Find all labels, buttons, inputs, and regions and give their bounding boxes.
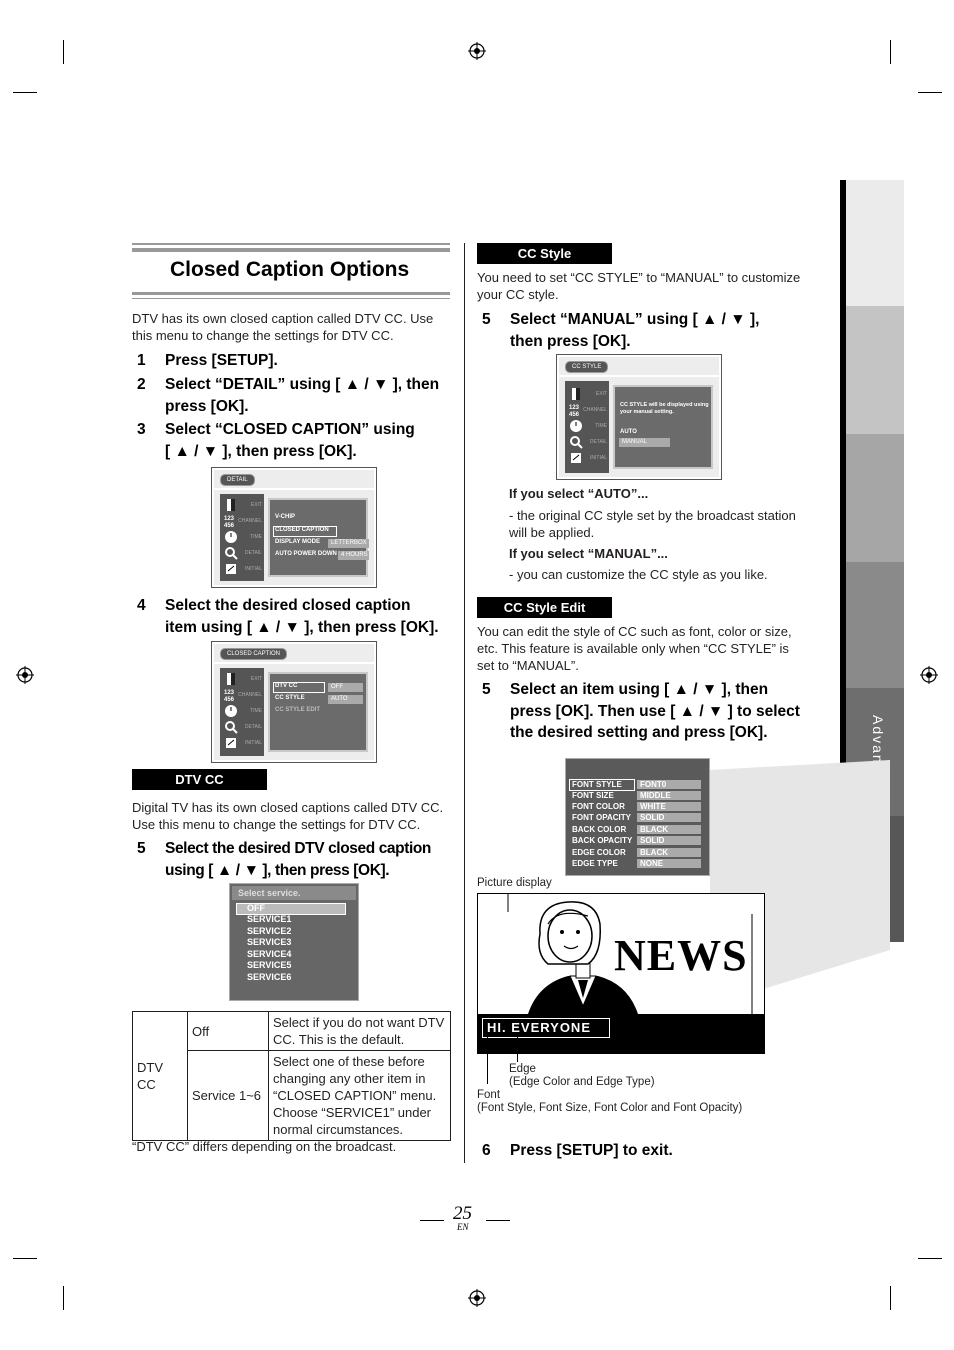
registration-mark-icon (920, 666, 938, 684)
manual-heading: If you select “MANUAL”... (509, 546, 668, 561)
news-title: NEWS (614, 931, 748, 980)
menu-value: BLACK (637, 848, 701, 857)
step-text: Select “MANUAL” using [ ▲ / ▼ ], (510, 311, 760, 328)
initial-icon (569, 451, 583, 465)
registration-mark-icon (468, 1289, 486, 1307)
menu-value: BLACK (637, 825, 701, 834)
edge-sublabel: (Edge Color and Edge Type) (509, 1076, 655, 1088)
font-label: Font (477, 1089, 501, 1101)
step-text: item using [ ▲ / ▼ ], then press [OK]. (165, 618, 439, 636)
crop-mark (918, 1258, 942, 1259)
step-3 (137, 419, 457, 463)
menu-header-pill: DETAIL (220, 474, 255, 486)
step-2 (137, 374, 457, 418)
menu-value: AUTO (328, 695, 363, 704)
page-number-rule (486, 1220, 510, 1221)
font-leader-line (487, 1036, 488, 1084)
step-number: 5 (137, 840, 146, 857)
icon-label: CHANNEL (238, 518, 262, 524)
service-item[interactable]: SERVICE4 (247, 949, 292, 959)
magnifier-icon (224, 720, 238, 734)
icon-label: INITIAL (245, 566, 262, 572)
menu-value: 4 HOURS (338, 551, 369, 560)
channel-icon (224, 514, 238, 528)
menu-body (214, 490, 374, 585)
auto-heading: If you select “AUTO”... (509, 486, 649, 501)
cc-style-text: You need to set “CC STYLE” to “MANUAL” to customize your CC style. (477, 270, 801, 302)
step-text: then press [OK]. (510, 332, 631, 350)
step-number: 5 (482, 311, 491, 328)
service-item[interactable]: SERVICE2 (247, 926, 292, 936)
cc-style-edit-text: You can edit the style of CC such as font, color or size, etc. This feature is available only when “CC STYLE” is set to “MANUAL”. (477, 624, 792, 673)
step-number: 4 (137, 597, 146, 614)
icon-label: INITIAL (590, 455, 607, 461)
menu-icon-column (220, 668, 264, 756)
caption-sample-text: HI. EVERYONE (487, 1020, 591, 1035)
menu-item[interactable]: DISPLAY MODE (275, 539, 321, 545)
table-cell-desc: Select if you do not want DTV CC. This is the default. (269, 1012, 451, 1051)
step-5-dtv-cc (137, 838, 457, 882)
menu-item[interactable]: V-CHIP (275, 514, 296, 520)
step-5-cc-style (482, 309, 802, 353)
service-item[interactable]: OFF (247, 903, 265, 913)
picture-display-label: Picture display (477, 877, 552, 889)
menu-item[interactable]: FONT SIZE (572, 791, 614, 800)
menu-item[interactable]: AUTO POWER DOWN (275, 551, 337, 557)
step-text: [ ▲ / ▼ ], then press [OK]. (165, 442, 357, 460)
menu-value: WHITE (637, 802, 701, 811)
icon-label: INITIAL (245, 740, 262, 746)
crop-mark (890, 1286, 891, 1310)
service-item[interactable]: SERVICE6 (247, 972, 292, 982)
column-divider (464, 243, 465, 1163)
menu-value: NONE (637, 859, 701, 868)
dtv-cc-text: Digital TV has its own closed captions called DTV CC. Use this menu to change the settings for DTV CC. (132, 800, 444, 832)
icon-label: TIME (250, 534, 262, 540)
menu-item[interactable]: DTV CC (275, 683, 298, 689)
svg-text:123: 123 (224, 516, 235, 522)
magnifier-icon (569, 435, 583, 449)
page-language: EN (457, 1222, 469, 1232)
side-tab (846, 562, 904, 688)
step-4 (137, 595, 457, 639)
menu-item-selected[interactable]: MANUAL (619, 438, 670, 447)
menu-header (214, 644, 374, 662)
service-item[interactable]: SERVICE1 (247, 914, 292, 924)
menu-icon-column (220, 494, 264, 581)
initial-icon (224, 736, 238, 750)
clock-icon (569, 419, 583, 433)
menu-icon-column (565, 381, 609, 473)
table-cell-option: Service 1~6 (188, 1051, 269, 1141)
table-row-header: DTV CC (133, 1012, 188, 1141)
dtv-cc-table (132, 1011, 451, 1141)
service-menu-screen (229, 883, 359, 1001)
detail-menu-screen (211, 467, 377, 588)
step-text: Select the desired DTV closed caption (165, 840, 432, 857)
step-text: press [OK]. (165, 397, 249, 415)
menu-panel (268, 672, 368, 752)
step-text: Press [SETUP] to exit. (510, 1142, 673, 1159)
edge-label: Edge (509, 1063, 536, 1075)
crop-mark (890, 40, 891, 64)
menu-header (559, 357, 719, 375)
exit-icon (224, 498, 238, 512)
service-menu-header: Select service. (232, 886, 356, 900)
channel-icon (569, 403, 583, 417)
menu-value: OFF (328, 683, 363, 692)
picture-display-frame (477, 893, 765, 1054)
menu-panel (268, 498, 368, 577)
icon-label: DETAIL (244, 724, 262, 730)
crop-mark (63, 1286, 64, 1310)
svg-text:456: 456 (224, 697, 235, 702)
crop-mark (13, 1258, 37, 1259)
registration-mark-icon (468, 42, 486, 60)
exit-icon (569, 387, 583, 401)
page-title: Closed Caption Options (170, 258, 410, 281)
step-5-cc-style-edit (482, 679, 812, 745)
table-note: “DTV CC” differs depending on the broadcast. (132, 1139, 397, 1154)
font-sublabel: (Font Style, Font Size, Font Color and Font Opacity) (477, 1102, 743, 1114)
crop-mark (918, 92, 942, 93)
menu-value: LETTERBOX (328, 539, 369, 548)
initial-icon (224, 562, 238, 576)
icon-label: EXIT (250, 676, 262, 682)
step-number: 5 (482, 681, 491, 698)
step-text: the desired setting and press [OK]. (510, 724, 768, 741)
closed-caption-menu-screen (211, 641, 377, 763)
menu-item[interactable]: CC STYLE (275, 695, 305, 701)
step-number: 1 (137, 352, 146, 369)
step-text: Select “CLOSED CAPTION” using (165, 421, 415, 438)
menu-item[interactable]: EDGE COLOR (572, 848, 626, 857)
svg-text:456: 456 (224, 523, 235, 528)
step-text: Press [SETUP]. (165, 352, 278, 369)
title-rule (132, 298, 450, 299)
menu-item[interactable]: BACK COLOR (572, 825, 627, 834)
svg-text:123: 123 (569, 405, 580, 411)
service-item[interactable]: SERVICE5 (247, 960, 292, 970)
service-item[interactable]: SERVICE3 (247, 937, 292, 947)
step-1 (137, 350, 457, 372)
clock-icon (224, 530, 238, 544)
step-text: Select the desired closed caption (165, 597, 411, 614)
edge-leader-line (517, 1036, 518, 1062)
auto-text: - the original CC style set by the broadcast station will be applied. (509, 508, 796, 540)
svg-text:456: 456 (569, 412, 580, 417)
menu-item[interactable]: FONT COLOR (572, 802, 625, 811)
menu-body (214, 664, 374, 760)
cc-style-menu-screen (556, 354, 722, 480)
cc-style-edit-menu (565, 758, 710, 876)
step-text: Select an item using [ ▲ / ▼ ], then (510, 681, 769, 698)
table-cell-option: Off (188, 1012, 269, 1051)
menu-header-pill: CC STYLE (565, 361, 608, 373)
menu-header-pill: CLOSED CAPTION (220, 648, 287, 660)
side-tab (846, 434, 904, 562)
menu-item[interactable]: CC STYLE EDIT (275, 707, 321, 713)
intro-text: DTV has its own closed caption called DTV CC. Use this menu to change the settings for DTV CC. (132, 311, 434, 343)
icon-label: DETAIL (244, 550, 262, 556)
menu-message: CC STYLE will be displayed using your manual setting. (620, 402, 709, 415)
icon-label: CHANNEL (238, 692, 262, 698)
step-text: press [OK]. Then use [ ▲ / ▼ ] to select (510, 702, 800, 720)
menu-item[interactable]: AUTO (620, 429, 637, 435)
title-rule (132, 243, 450, 245)
section-bar-cc-style-edit: CC Style Edit (477, 597, 612, 618)
title-rule (132, 248, 450, 252)
icon-label: EXIT (250, 502, 262, 508)
side-tab (846, 306, 904, 434)
icon-label: DETAIL (589, 439, 607, 445)
registration-mark-icon (16, 666, 34, 684)
svg-text:123: 123 (224, 690, 235, 696)
table-row (133, 1012, 451, 1051)
page-number-rule (420, 1220, 444, 1221)
icon-label: TIME (595, 423, 607, 429)
menu-value: SOLID (637, 836, 701, 845)
side-tab (846, 180, 904, 306)
step-number: 6 (482, 1142, 491, 1159)
step-6 (482, 1140, 782, 1162)
icon-label: TIME (250, 708, 262, 714)
step-number: 2 (137, 376, 146, 393)
exit-icon (224, 672, 238, 686)
caption-sample-box (482, 1018, 610, 1038)
menu-item[interactable]: FONT STYLE (572, 780, 622, 789)
step-text: Select “DETAIL” using [ ▲ / ▼ ], then (165, 376, 440, 393)
section-bar-cc-style: CC Style (477, 243, 612, 264)
icon-label: CHANNEL (583, 407, 607, 413)
section-bar-dtv-cc: DTV CC (132, 769, 267, 790)
page-number: 25 (453, 1203, 472, 1224)
crop-mark (63, 40, 64, 64)
icon-label: EXIT (595, 391, 607, 397)
menu-item[interactable]: EDGE TYPE (572, 859, 618, 868)
manual-text: - you can customize the CC style as you like. (509, 567, 768, 582)
menu-body (559, 377, 719, 477)
menu-panel (613, 385, 713, 469)
title-rule (132, 292, 450, 295)
menu-item[interactable]: CLOSED CAPTION (275, 527, 329, 533)
channel-icon (224, 688, 238, 702)
magnifier-icon (224, 546, 238, 560)
step-number: 3 (137, 421, 146, 438)
clock-icon (224, 704, 238, 718)
menu-header (214, 470, 374, 488)
table-cell-desc: Select one of these before changing any other item in “CLOSED CAPTION” menu. Choose “SERVICE1” under normal circumstances. (269, 1051, 451, 1141)
step-text: using [ ▲ / ▼ ], then press [OK]. (165, 861, 390, 879)
crop-mark (13, 92, 37, 93)
menu-item[interactable]: BACK OPACITY (572, 836, 633, 845)
menu-value: MIDDLE (637, 791, 701, 800)
menu-value: SOLID (637, 813, 701, 822)
menu-value: FONT0 (637, 780, 701, 789)
menu-item[interactable]: FONT OPACITY (572, 813, 631, 822)
